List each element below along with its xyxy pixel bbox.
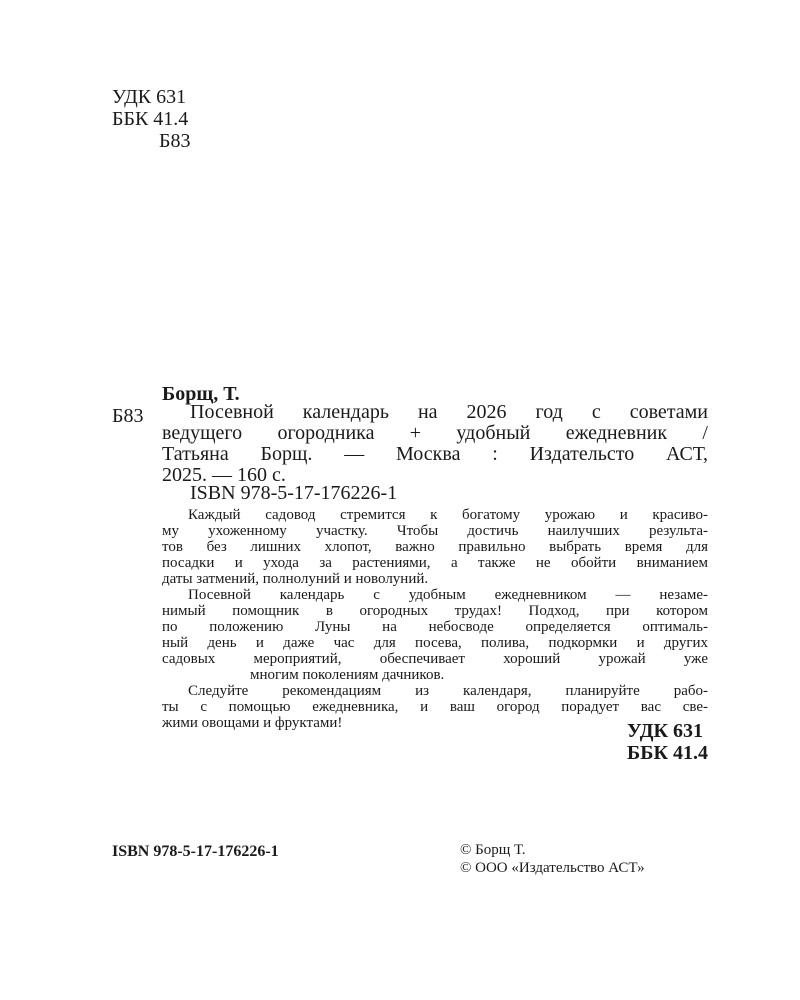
- annotation-line: Каждый садовод стремится к богатому урожаю и красиво-: [188, 507, 708, 523]
- annotation-line: жими овощами и фруктами!: [162, 715, 343, 731]
- annotation-line: ный день и даже час для посева, полива, подкормки и других: [162, 635, 708, 651]
- annotation-line: ты с помощью ежедневника, и ваш огород порадует вас све-: [162, 699, 708, 715]
- annotation-line: посадки и ухода за растениями, а также не обойти вниманием: [162, 555, 708, 571]
- classification-block: [112, 86, 190, 152]
- annotation-line: даты затмений, полнолуний и новолуний.: [162, 571, 429, 587]
- annotation-line: тов без лишних хлопот, важно правильно выбрать время для: [162, 539, 708, 555]
- annotation-line: му ухоженному участку. Чтобы достичь наилучших результа-: [162, 523, 708, 539]
- annotation-line: многим поколениям дачников.: [250, 667, 445, 683]
- author-heading: Борщ, Т.: [162, 383, 240, 405]
- closing-bbk: ББК 41.4: [627, 742, 708, 764]
- description-line: Посевной календарь на 2026 год с советами: [190, 401, 708, 423]
- copyright-block: [460, 841, 645, 877]
- cutter-mark: Б83: [112, 405, 144, 427]
- record-isbn: ISBN 978-5-17-176226-1: [190, 482, 398, 504]
- closing-classification: [627, 720, 708, 764]
- description-line: Татьяна Борщ. — Москва : Издательсто АСТ,: [162, 443, 708, 465]
- bbk-code: ББК 41.4: [112, 108, 189, 130]
- annotation-line: Посевной календарь с удобным ежедневником — незаме-: [188, 587, 708, 603]
- cutter-code: Б83: [159, 130, 191, 152]
- annotation-line: нимый помощник в огородных трудах! Подход, при котором: [162, 603, 708, 619]
- annotation: [162, 507, 708, 731]
- description-line: ведущего огородника + удобный ежедневник /: [162, 422, 708, 444]
- footer-isbn: ISBN 978-5-17-176226-1: [112, 843, 279, 860]
- copyright-publisher: © ООО «Издательство АСТ»: [460, 860, 645, 876]
- description-line: 2025. — 160 с.: [162, 464, 286, 486]
- bibliographic-description: [162, 402, 708, 486]
- closing-udk: УДК 631: [627, 720, 703, 742]
- copyright-author: © Борщ Т.: [460, 842, 526, 858]
- udk-code: УДК 631: [112, 86, 187, 108]
- annotation-line: по положению Луны на небосводе определяется оптималь-: [162, 619, 708, 635]
- annotation-line: садовых мероприятий, обеспечивает хороший урожай уже: [162, 651, 708, 667]
- annotation-line: Следуйте рекомендациям из календаря, планируйте рабо-: [188, 683, 708, 699]
